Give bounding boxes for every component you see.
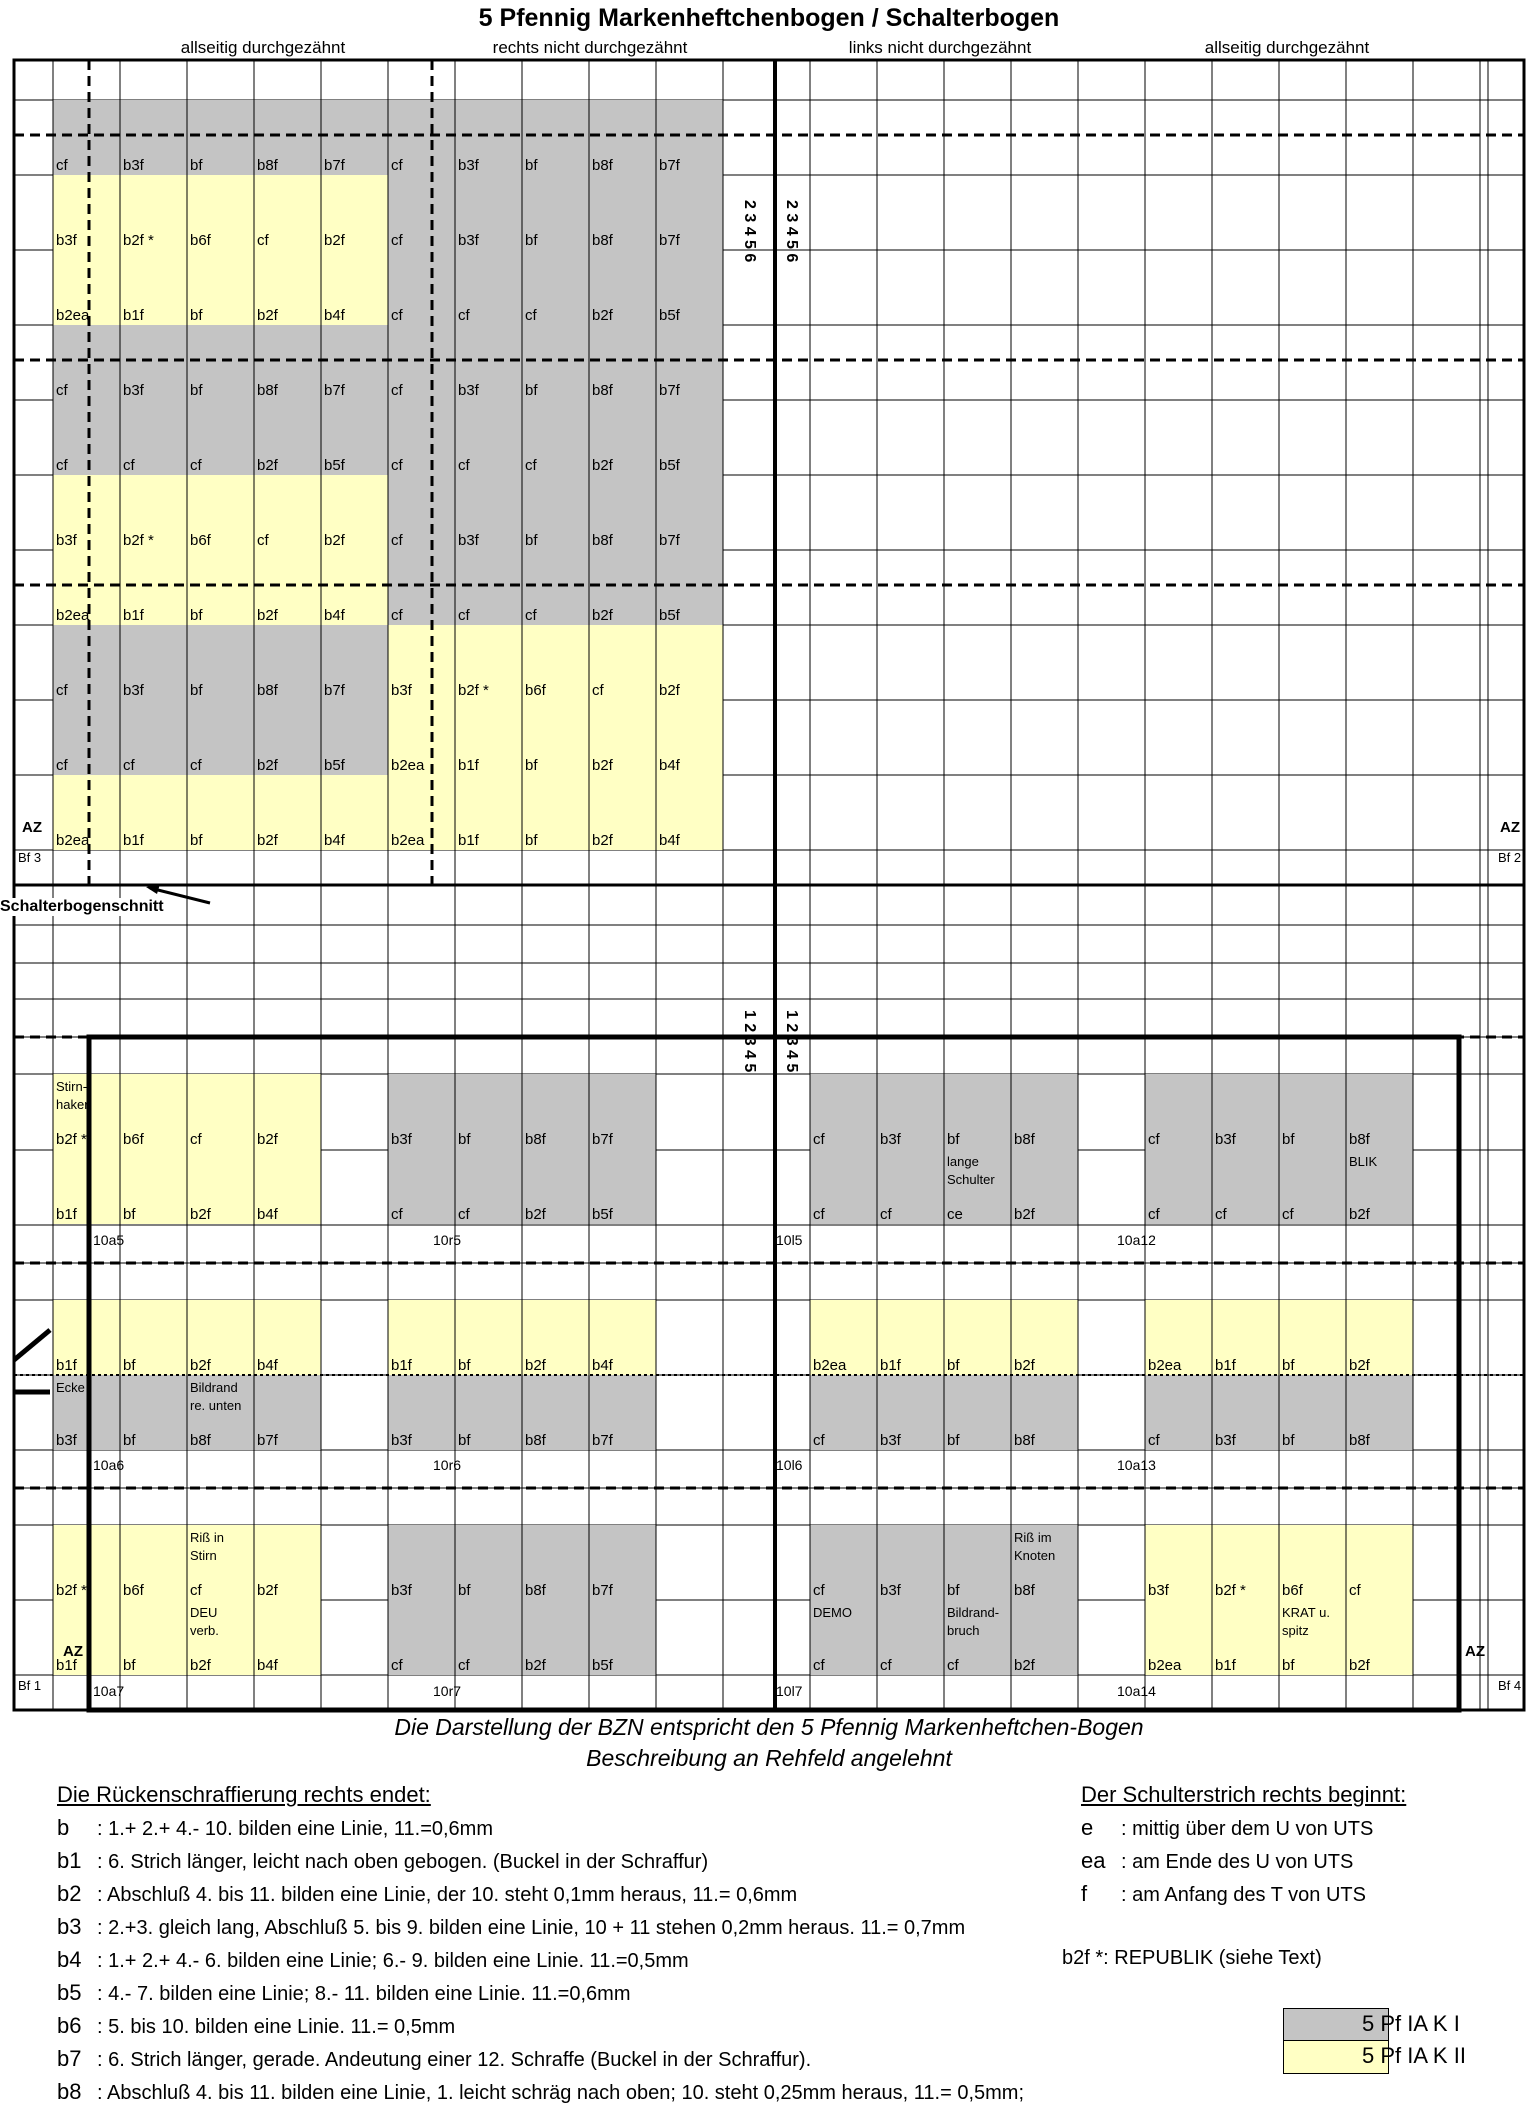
stamp-label: bf <box>525 832 538 849</box>
stamp-label: cf <box>458 1657 470 1674</box>
stamp-label: cf <box>391 232 403 249</box>
stamp-label: cf <box>123 757 135 774</box>
stamp-label: b4f <box>257 1657 278 1674</box>
stamp-label: bf <box>458 1432 471 1449</box>
stamp-label: b2f <box>257 607 278 624</box>
stamp-label: b2f <box>1014 1657 1035 1674</box>
stamp-label: cf <box>458 307 470 324</box>
stamp-label: cf <box>190 1131 202 1148</box>
stamp-label: b2ea <box>1148 1657 1182 1674</box>
stamp-label: cf <box>458 607 470 624</box>
column-header-2: rechts nicht durchgezähnt <box>492 38 688 57</box>
stamp-label: cf <box>458 457 470 474</box>
stamp-label: cf <box>458 1206 470 1223</box>
side-label: Bf 4 <box>1498 1678 1522 1693</box>
stamp-label: b2f <box>257 457 278 474</box>
stamp-label: b3f <box>880 1582 901 1599</box>
stamp-label: b3f <box>458 157 479 174</box>
stamp-label: bf <box>190 157 203 174</box>
stamp-label: cf <box>56 682 68 699</box>
legend-left-item <box>57 1914 965 1940</box>
stamp-label: b2f <box>659 682 680 699</box>
stamp-label: b8f <box>592 157 613 174</box>
stamp-label: b5f <box>592 1206 613 1223</box>
stamp-label: b3f <box>391 682 412 699</box>
stamp-label: b1f <box>123 307 144 324</box>
stamp-label: b2ea <box>391 757 425 774</box>
stamp-note: Knoten <box>1014 1548 1056 1563</box>
stamp-label: b8f <box>1349 1432 1370 1449</box>
stamp-label: cf <box>391 1206 403 1223</box>
stamp-label: cf <box>391 1657 403 1674</box>
legend-text: : 6. Strich länger, leicht nach oben gebogen. (Buckel in der Schraffur) <box>97 1851 709 1873</box>
stamp-label: cf <box>813 1131 825 1148</box>
legend-left-item <box>57 1980 631 2006</box>
stamp-label: b6f <box>525 682 546 699</box>
stamp-label: cf <box>525 307 537 324</box>
stamp-note: Ecke <box>56 1380 85 1395</box>
stamp-label: b2ea <box>56 307 90 324</box>
stamp-label: b2f <box>592 607 613 624</box>
stamp-label: b3f <box>123 382 144 399</box>
stamp-label: b1f <box>56 1657 77 1674</box>
legend-right-item <box>1081 1848 1353 1874</box>
stamp-label: b3f <box>123 682 144 699</box>
legend-left-heading: Die Rückenschraffierung rechts endet: <box>57 1782 431 1807</box>
stamp-label: cf <box>1148 1432 1160 1449</box>
stamp-label: b3f <box>458 232 479 249</box>
stamp-label: b6f <box>1282 1582 1303 1599</box>
stamp-label: cf <box>1148 1131 1160 1148</box>
stamp-note: bruch <box>947 1623 980 1638</box>
stamp-label: b8f <box>257 682 278 699</box>
stamp-label: b7f <box>324 157 345 174</box>
stamp-label: b2f * <box>123 232 154 249</box>
stamp-note: Stirn <box>190 1548 217 1563</box>
block-label: 10r7 <box>433 1683 462 1699</box>
stamp-label: b5f <box>324 757 345 774</box>
stamp-label: b6f <box>190 532 211 549</box>
stamp-label: cf <box>56 157 68 174</box>
legend-key: b6 <box>57 2013 82 2038</box>
stamp-note: haken <box>56 1097 92 1112</box>
block-label: 10a7 <box>93 1683 125 1699</box>
gutter-digits: 2 3 4 5 6 <box>741 200 758 263</box>
stamp-label: bf <box>525 757 538 774</box>
side-label: AZ <box>1500 819 1520 836</box>
stamp-label: b2f * <box>56 1131 87 1148</box>
stamp-label: cf <box>56 757 68 774</box>
gutter-digits: 1 2 3 4 5 <box>783 1010 800 1073</box>
stamp-label: bf <box>1282 1357 1295 1374</box>
stamp-label: cf <box>813 1582 825 1599</box>
stamp-note: lange <box>947 1154 979 1169</box>
stamp-label: b7f <box>659 532 680 549</box>
stamp-label: b3f <box>391 1582 412 1599</box>
legend-swatch-yellow-label: 5 Pf IA K II <box>1362 2043 1466 2068</box>
stamp-label: b3f <box>56 232 77 249</box>
stamp-label: bf <box>947 1131 960 1148</box>
stamp-label: b1f <box>56 1206 77 1223</box>
stamp-label: b3f <box>1215 1131 1236 1148</box>
stamp-label: b2f <box>592 307 613 324</box>
legend-text: : 1.+ 2.+ 4.- 6. bilden eine Linie; 6.- 9. bilden eine Linie. 11.=0,5mm <box>97 1950 689 1972</box>
stamp-label: b8f <box>257 382 278 399</box>
margin-mark <box>14 1330 50 1360</box>
stamp-label: cf <box>391 307 403 324</box>
stamp-label: b6f <box>123 1582 144 1599</box>
legend-left-item <box>57 2079 1024 2105</box>
stamp-label: b8f <box>1014 1432 1035 1449</box>
legend-key: b7 <box>57 2046 82 2071</box>
stamp-note: Schulter <box>947 1172 995 1187</box>
legend-text: : 2.+3. gleich lang, Abschluß 5. bis 9. bilden eine Linie, 10 + 11 stehen 0,2mm heraus. 11.= 0,7mm <box>97 1917 966 1939</box>
stamp-label: b2f <box>1349 1357 1370 1374</box>
block-label: 10a5 <box>93 1232 125 1248</box>
stamp-label: b2f <box>525 1657 546 1674</box>
stamp-label: b2ea <box>1148 1357 1182 1374</box>
legend-key: b8 <box>57 2079 82 2104</box>
side-label: Bf 3 <box>18 850 42 865</box>
legend-left-item <box>57 1947 689 1973</box>
stamp-label: b2f <box>190 1357 211 1374</box>
column-header-1: allseitig durchgezähnt <box>180 38 346 57</box>
legend-key: ea <box>1081 1848 1106 1873</box>
block-label: 10l6 <box>776 1457 803 1473</box>
stamp-label: b8f <box>525 1131 546 1148</box>
stamp-label: b7f <box>324 682 345 699</box>
stamp-label: b5f <box>324 457 345 474</box>
stamp-label: b4f <box>324 307 345 324</box>
stamp-label: b5f <box>659 457 680 474</box>
gutter-digits: 1 2 3 4 5 <box>741 1010 758 1073</box>
stamp-label: b8f <box>1349 1131 1370 1148</box>
stamp-label: b1f <box>1215 1657 1236 1674</box>
stamp-label: b3f <box>1215 1432 1236 1449</box>
note-text: : REPUBLIK (siehe Text) <box>1103 1947 1322 1969</box>
stamp-label: b1f <box>458 757 479 774</box>
stamp-label: cf <box>123 457 135 474</box>
caption-line-2: Beschreibung an Rehfeld angelehnt <box>586 1745 952 1771</box>
stamp-label: b8f <box>592 382 613 399</box>
stamp-label: b7f <box>592 1131 613 1148</box>
page-title: 5 Pfennig Markenheftchenbogen / Schalterbogen <box>478 4 1060 32</box>
stamp-note: Bildrand- <box>947 1605 1000 1620</box>
stamp-label: cf <box>391 457 403 474</box>
legend-key: f <box>1081 1881 1088 1906</box>
stamp-label: cf <box>391 157 403 174</box>
stamp-label: b2f * <box>458 682 489 699</box>
stamp-label: b2f <box>324 232 345 249</box>
stamp-label: b3f <box>56 1432 77 1449</box>
stamp-label: b2f <box>592 757 613 774</box>
stamp-label: b1f <box>123 832 144 849</box>
stamp-label: b2ea <box>391 832 425 849</box>
stamp-label: b3f <box>391 1131 412 1148</box>
stamp-label: bf <box>190 682 203 699</box>
legend-text: : 4.- 7. bilden eine Linie; 8.- 11. bilden eine Linie. 11.=0,6mm <box>97 1983 631 2005</box>
legend-text: : am Ende des U von UTS <box>1121 1851 1354 1873</box>
stamp-label: b5f <box>592 1657 613 1674</box>
stamp-label: cf <box>880 1206 892 1223</box>
side-label: AZ <box>63 1643 83 1660</box>
block-label: 10a14 <box>1117 1683 1156 1699</box>
stamp-label: b2f <box>190 1206 211 1223</box>
stamp-label: bf <box>123 1206 136 1223</box>
stamp-label: b2f <box>592 832 613 849</box>
legend-key: e <box>1081 1815 1094 1840</box>
stamp-label: b4f <box>659 832 680 849</box>
stamp-label: bf <box>458 1131 471 1148</box>
legend-right-item <box>1081 1815 1373 1841</box>
side-label: Bf 1 <box>18 1678 42 1693</box>
block-label: 10r5 <box>433 1232 462 1248</box>
stamp-label: bf <box>1282 1131 1295 1148</box>
stamp-label: cf <box>1148 1206 1160 1223</box>
stamp-label: b3f <box>880 1131 901 1148</box>
side-label: Bf 2 <box>1498 850 1522 865</box>
stamp-label: cf <box>1282 1206 1294 1223</box>
block-label: 10a6 <box>93 1457 125 1473</box>
stamp-label: b7f <box>257 1432 278 1449</box>
stamp-label: b3f <box>56 532 77 549</box>
stamp-label: b2f <box>1349 1206 1370 1223</box>
legend-key: b4 <box>57 1947 82 1972</box>
stamp-label: b4f <box>257 1206 278 1223</box>
stamp-label: bf <box>525 157 538 174</box>
stamp-label: bf <box>458 1582 471 1599</box>
stamp-label: cf <box>813 1206 825 1223</box>
caption-line-1: Die Darstellung der BZN entspricht den 5 Pfennig Markenheftchen-Bogen <box>394 1714 1144 1740</box>
note-key: b2f * <box>1062 1947 1104 1969</box>
stamp-label: b3f <box>123 157 144 174</box>
stamp-label: b2f <box>1349 1657 1370 1674</box>
legend-right-heading: Der Schulterstrich rechts beginnt: <box>1081 1782 1407 1807</box>
stamp-label: bf <box>190 307 203 324</box>
stamp-label: b8f <box>1014 1131 1035 1148</box>
side-label: AZ <box>1465 1643 1485 1660</box>
stamp-label: b2f <box>324 532 345 549</box>
stamp-label: b8f <box>190 1432 211 1449</box>
stamp-label: bf <box>123 1657 136 1674</box>
stamp-label: b2f <box>525 1206 546 1223</box>
block-label: 10a13 <box>1117 1457 1156 1473</box>
stamp-label: b2f <box>257 757 278 774</box>
stamp-label: bf <box>525 532 538 549</box>
stamp-note: DEU <box>190 1605 218 1620</box>
stamp-label: b2f <box>257 1582 278 1599</box>
stamp-label: bf <box>190 607 203 624</box>
block-label: 10l5 <box>776 1232 803 1248</box>
stamp-note: Riß im <box>1014 1530 1052 1545</box>
stamp-label: b5f <box>659 607 680 624</box>
legend-text: : am Anfang des T von UTS <box>1121 1884 1366 1906</box>
stamp-label: cf <box>56 382 68 399</box>
stamp-label: b2f * <box>123 532 154 549</box>
column-header-4: allseitig durchgezähnt <box>1204 38 1370 57</box>
stamp-label: bf <box>190 832 203 849</box>
stamp-label: b4f <box>257 1357 278 1374</box>
stamp-label: b2f <box>592 457 613 474</box>
stamp-note: Stirn- <box>56 1079 88 1094</box>
stamp-label: b7f <box>659 232 680 249</box>
stamp-note: Riß in <box>190 1530 224 1545</box>
stamp-label: ce <box>947 1206 963 1223</box>
gutter-digits: 2 3 4 5 6 <box>783 200 800 263</box>
stamp-label: b3f <box>1148 1582 1169 1599</box>
stamp-label: bf <box>190 382 203 399</box>
stamp-label: bf <box>458 1357 471 1374</box>
stamp-label: b7f <box>659 382 680 399</box>
stamp-label: bf <box>123 1432 136 1449</box>
stamp-label: cf <box>257 532 269 549</box>
cut-label: Schalterbogenschnitt <box>0 898 164 915</box>
stamp-label: b6f <box>190 232 211 249</box>
stamp-label: bf <box>1282 1432 1295 1449</box>
stamp-label: bf <box>1282 1657 1295 1674</box>
stamp-label: bf <box>525 382 538 399</box>
stamp-label: b6f <box>123 1131 144 1148</box>
stamp-note: DEMO <box>813 1605 852 1620</box>
stamp-label: b7f <box>592 1582 613 1599</box>
stamp-label: b5f <box>659 307 680 324</box>
stamp-label: cf <box>190 757 202 774</box>
block-label: 10l7 <box>776 1683 803 1699</box>
stamp-label: cf <box>813 1657 825 1674</box>
stamp-label: cf <box>880 1657 892 1674</box>
legend-text: : mittig über dem U von UTS <box>1121 1818 1374 1840</box>
legend-key: b1 <box>57 1848 82 1873</box>
block-label: 10r6 <box>433 1457 462 1473</box>
stamp-label: b4f <box>324 607 345 624</box>
legend-key: b2 <box>57 1881 82 1906</box>
stamp-label: bf <box>123 1357 136 1374</box>
legend-right-item <box>1081 1881 1366 1907</box>
stamp-note: spitz <box>1282 1623 1309 1638</box>
stamp-label: cf <box>813 1432 825 1449</box>
stamp-label: b7f <box>592 1432 613 1449</box>
legend-left-item <box>57 2013 455 2039</box>
stamp-label: cf <box>1215 1206 1227 1223</box>
stamp-label: bf <box>525 232 538 249</box>
stamp-note: BLIK <box>1349 1154 1378 1169</box>
stamp-label: b7f <box>324 382 345 399</box>
stamp-label: b2ea <box>56 607 90 624</box>
legend-left-item <box>57 1881 797 1907</box>
note-republik <box>1062 1947 1322 1970</box>
stamp-label: b1f <box>458 832 479 849</box>
stamp-label: b1f <box>56 1357 77 1374</box>
stamp-label: b4f <box>659 757 680 774</box>
stamp-note: verb. <box>190 1623 219 1638</box>
stamp-label: b2f <box>190 1657 211 1674</box>
stamp-note: re. unten <box>190 1398 242 1413</box>
stamp-label: b3f <box>458 382 479 399</box>
stamp-label: cf <box>525 457 537 474</box>
legend-key: b5 <box>57 1980 82 2005</box>
stamp-label: b8f <box>257 157 278 174</box>
stamp-label: bf <box>947 1582 960 1599</box>
side-label: AZ <box>22 819 42 836</box>
stamp-label: b2f <box>257 307 278 324</box>
stamp-label: b4f <box>324 832 345 849</box>
stamp-label: b4f <box>592 1357 613 1374</box>
stamp-label: b2f * <box>1215 1582 1246 1599</box>
stamp-label: b8f <box>592 232 613 249</box>
stamp-label: b2f <box>1014 1357 1035 1374</box>
stamp-label: cf <box>525 607 537 624</box>
legend-left-item <box>57 2046 811 2072</box>
stamp-label: b2ea <box>56 832 90 849</box>
stamp-label: b2f <box>525 1357 546 1374</box>
stamp-note: Bildrand <box>190 1380 238 1395</box>
stamp-label: b2ea <box>813 1357 847 1374</box>
stamp-label: cf <box>1349 1582 1361 1599</box>
stamp-label: cf <box>257 232 269 249</box>
stamp-label: cf <box>947 1657 959 1674</box>
stamp-label: b3f <box>391 1432 412 1449</box>
stamp-label: b8f <box>1014 1582 1035 1599</box>
stamp-label: b2f <box>257 1131 278 1148</box>
stamp-label: b7f <box>659 157 680 174</box>
stamp-label: cf <box>190 457 202 474</box>
stamp-label: b1f <box>1215 1357 1236 1374</box>
legend-text: : Abschluß 4. bis 11. bilden eine Linie, der 10. steht 0,1mm heraus, 11.= 0,6mm <box>97 1884 798 1906</box>
legend-text: : 6. Strich länger, gerade. Andeutung einer 12. Schraffe (Buckel in der Schraffur). <box>97 2049 812 2071</box>
stamp-label: cf <box>391 532 403 549</box>
stamp-label: b2f <box>257 832 278 849</box>
block-label: 10a12 <box>1117 1232 1156 1248</box>
legend-text: : 1.+ 2.+ 4.- 10. bilden eine Linie, 11.=0,6mm <box>97 1818 493 1840</box>
stamp-note: KRAT u. <box>1282 1605 1330 1620</box>
legend-key: b <box>57 1815 70 1840</box>
stamp-label: b8f <box>592 532 613 549</box>
stamp-label: cf <box>190 1582 202 1599</box>
stamp-label: b1f <box>391 1357 412 1374</box>
stamp-label: b1f <box>123 607 144 624</box>
stamp-label: cf <box>592 682 604 699</box>
legend-left-item <box>57 1815 493 1841</box>
stamp-label: bf <box>947 1432 960 1449</box>
legend-text: : 5. bis 10. bilden eine Linie. 11.= 0,5mm <box>97 2016 456 2038</box>
stamp-label: b8f <box>525 1432 546 1449</box>
stamp-label: cf <box>391 382 403 399</box>
stamp-label: b3f <box>880 1432 901 1449</box>
stamp-label: cf <box>56 457 68 474</box>
legend-key: b3 <box>57 1914 82 1939</box>
legend-left-item <box>57 1848 708 1874</box>
stamp-label: b2f * <box>56 1582 87 1599</box>
column-header-3: links nicht durchgezähnt <box>848 38 1032 57</box>
stamp-label: b8f <box>525 1582 546 1599</box>
stamp-label: cf <box>391 607 403 624</box>
stamp-label: b1f <box>880 1357 901 1374</box>
stamp-label: b2f <box>1014 1206 1035 1223</box>
legend-text: : Abschluß 4. bis 11. bilden eine Linie, 1. leicht schräg nach oben; 10. steht 0,25mm heraus, 11.= 0,5mm; <box>97 2082 1025 2104</box>
legend-swatch-gray-label: 5 Pf IA K I <box>1362 2011 1460 2036</box>
stamp-label: bf <box>947 1357 960 1374</box>
stamp-label: b3f <box>458 532 479 549</box>
